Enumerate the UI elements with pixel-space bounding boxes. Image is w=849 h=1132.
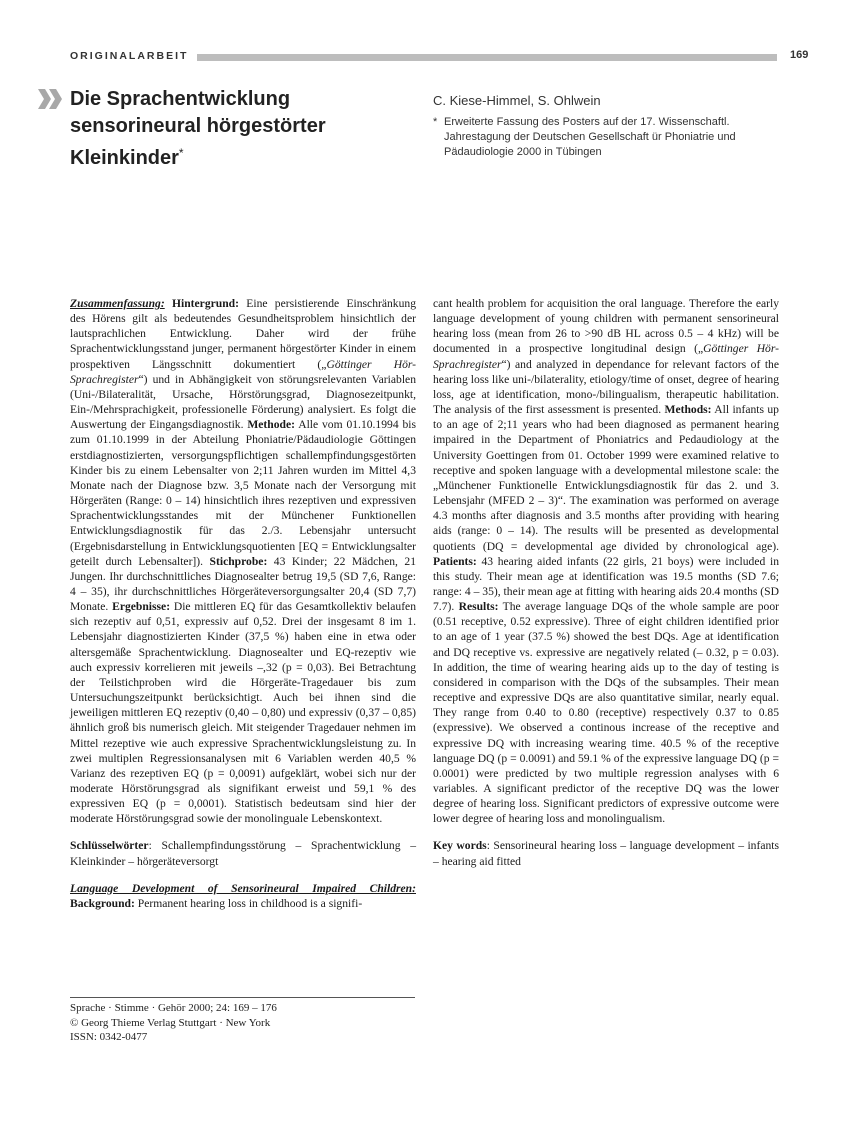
footnote-mark: * [433, 116, 438, 128]
abstract-text: 43 Kinder; 22 Mädchen, 21 Jungen. Ihr durchschnittliches Diagnosealter betrug 19,5 (SD 7,6, Range: 4 – 35), ihr durchschnittliches Hörgeräteversorgungsalter 20,4 (SD 7,7) Monate. [70, 554, 416, 614]
page-number: 169 [790, 49, 809, 61]
section-head-patients: Patients: [433, 554, 477, 568]
abstract-text: Permanent hearing loss in childhood is a signifi- [134, 896, 363, 910]
section-head-background: Hintergrund: [171, 297, 239, 310]
abstract-text: “) and analyzed in dependance for relevant factors of the hearing loss like uni-/bilaterality, etiology/time of onset, degree of hearing loss, age at identification, mono-/bilingualism, therapeutic habilitation. The analysis of the first assessment is presented. [433, 357, 779, 417]
header-rule-bar [197, 54, 777, 61]
title-line: Die Sprachentwicklung [70, 88, 291, 110]
section-head-methods: Methods: [664, 403, 712, 417]
abstract-text: 43 hearing aided infants (22 girls, 21 boys) were included in this study. Their mean age at identification was 19.5 months (SD 7.6; range: 4 – 35), their mean age at fitting with hearing aids 20.4 months (SD 7.7). [433, 554, 779, 614]
title-line [70, 140, 400, 172]
right-column [433, 296, 779, 869]
section-head-results-en: Results: [458, 600, 499, 614]
double-chevron-icon [38, 89, 64, 109]
keywords-heading: Key words [433, 839, 487, 853]
journal-citation: Sprache · Stimme · Gehör 2000; 24: 169 – 176 [70, 1002, 277, 1014]
abstract-heading: Zusammenfassung: [70, 297, 165, 310]
section-head-sample: Stichprobe: [209, 554, 268, 568]
title-line: sensorineural hörgestörter [70, 115, 326, 137]
keywords-heading: Schlüsselwörter [70, 839, 149, 853]
issn: ISSN: 0342-0477 [70, 1031, 148, 1043]
german-keywords [70, 838, 416, 868]
keywords-text: : Sensorineural hearing loss – language development – infants – hearing aid fitted [433, 839, 780, 868]
title-footnote-mark: * [178, 146, 184, 160]
publication-info [70, 1001, 277, 1045]
article-title [70, 86, 400, 172]
register-name: Göttinger Hör-Sprachregister [433, 342, 779, 371]
author-list: C. Kiese-Himmel, S. Ohlwein [433, 93, 601, 108]
german-abstract [70, 296, 416, 826]
abstract-text: Die mittleren EQ für das Gesamtkollektiv belaufen sich rezeptiv auf 0,51, expressiv auf 0,52. Drei der insgesamt 8 im 1. Lebensjahr diagnostizierten Kinder (37,5 %) haben eine in etwa oder altersgemäße Sprachentwicklung. Diagnosealter und EQ-rezeptiv wie auch expressiv korrelieren mit jeweils –,32 (p = 0,03). Bei Betrachtung der Teilstichproben wird die Hörgeräte-Tragedauer bis zum Untersuchungszeitpunkt berücksichtigt. Auch bei ihnen sind die jeweiligen mittleren EQ rezeptiv (0,40 – 0,80) und expressiv (0,37 – 0,85) ähnlich groß bis numerisch gleich. Mit steigender Tragedauer nehmen im Mittel rezeptive wie auch expressive Sprachentwicklungsleistung zu. In zwei multiplen Regressionsanalysen mit 6 Variablen werden 40,5 % Varianz des rezeptiven EQ (p = 0,0091) aufgeklärt, wobei sich nur der moderate Hörstörungsgrad als signifikant erweist und 59,1 % des expressiven EQ (p = 0,0001). Statistisch bedeutsam sind hier der moderate Hörstörungsgrad sowie der monolinguale Lebenskontext. [70, 600, 416, 826]
english-keywords [433, 838, 779, 868]
publisher: © Georg Thieme Verlag Stuttgart · New York [70, 1016, 271, 1029]
left-column [70, 296, 416, 911]
register-name: Göttinger Hör-Sprachregister [70, 357, 417, 386]
running-header-label: ORIGINALARBEIT [70, 50, 189, 62]
section-head-background-en: Background: [70, 896, 135, 910]
abstract-text: Eine persistierende Einschränkung des Hörens gilt als bedeutendes Gesundheitsproblem hinsichtlich der lautsprachlichen Entwicklung. Daher wird der frühe Sprachentwicklungsstand junger, permanent hörgestörter Kinder in einem prospektiven Längsschnitt dokumentiert („ [70, 297, 416, 371]
section-head-method: Methode: [247, 418, 295, 432]
abstract-text: All infants up to an age of 2;11 years who had been diagnosed as permanent hearing impaired in the Department of Phoniatrics and Pedaudiology at the University Goettingen from 01. October 1999 were examined relative to receptive and spoken language with a developmental milestone scale: the „Münchener Funktionelle Entwicklungsdiagnostik für das 2. und 3. Lebensjahr (MFED 2 – 3)“. The examination was performed on average 4.3 months after diagnosis and 3.5 months after providing with hearing aids (range: 0 – 14). The results will be presented as developmental quotients (DQ = developmental age divided by chronological age). [433, 403, 779, 553]
abstract-text: The average language DQs of the whole sample are poor (0.51 receptive, 0.52 expressive). Three of eight children identified prior to an age of 1 year (37.5 %) showed the best DQs. Age at identification and DQ receptive vs. expressive are negatively related (– 0.32, p = 0.03). In addition, the time of wearing hearing aids up to the day of testing is considered in comparison with the DQs of the subsamples. Their mean receptive and expressive DQs are also quantitative similar, nearly equal. They range from 0.40 to 0.80 (receptive) respectively 0.37 to 0.85 (expressive). We observed a continous increase of the receptive and expressive DQ with increasing wearing time. 40.5 % of the receptive language DQ (p = 0.0091) and 59.1 % of the expressive language DQ (p = 0.0001) were predicted by two multiple regression analyses with 6 variables. A significant predictor of the receptive DQ was the lower degree of hearing loss. Significant predictors of expressive outcome were lower degree of hearing loss and monolingualism. [433, 600, 780, 826]
english-title: Language Development of Sensorineural Impaired Children: [70, 881, 416, 895]
keywords-text: : Schallempfindungsstörung – Sprachentwicklung – Kleinkinder – hörgeräteversorgt [70, 839, 416, 868]
section-head-results: Ergebnisse: [112, 600, 171, 614]
abstract-text: “) und in Abhängigkeit von störungsrelevanten Variablen (Uni-/Bilateralität, Ursache, Hörstörungsgrad, Diagnosezeitpunkt, Ein-/Mehrsprachigkeit, professionelle Förderung) analysiert. Es folgt die Auswertung der Eingangsdiagnostik. [70, 372, 416, 432]
abstract-text: cant health problem for acquisition the oral language. Therefore the early language development of young children with permanent sensorineural hearing loss (mean from 26 to >90 dB HL across 0.5 – 4 kHz) will be documented in a prospective longitudinal design („ [433, 297, 779, 356]
english-abstract [433, 296, 779, 826]
title-footnote [433, 115, 773, 160]
title-line-text: Kleinkinder [70, 147, 179, 169]
footer-divider [70, 997, 415, 998]
footnote-text: Erweiterte Fassung des Posters auf der 17. Wissenschaftl. Jahrestagung der Deutschen Gesellschaft ür Phoniatrie und Pädaudiologie 2000 in Tübingen [444, 116, 736, 158]
abstract-text: Alle vom 01.10.1994 bis zum 01.10.1999 in der Abteilung Phoniatrie/Pädaudiologie Göttingen erstdiagnostizierten, versorgungspflichtigen schallempfindungsgestörten Kinder bis zu einem Lebensalter von 2;11 Jahren wurden im Mittel 4,3 Monate nach der Diagnose bzw. 3,5 Monate nach der Versorgung mit Hörgeräten (Range: 0 – 14) hinsichtlich ihres rezeptiven und expressiven Sprachentwicklungsstandes mit der Münchener Funktionellen Entwicklungsdiagnostik für das 2./3. Lebensjahr untersucht (Ergebnisdarstellung in Entwicklungsquotienten [EQ = Entwicklungsalter geteilt durch Lebensalter]). [70, 418, 416, 568]
english-abstract-start [70, 881, 416, 911]
